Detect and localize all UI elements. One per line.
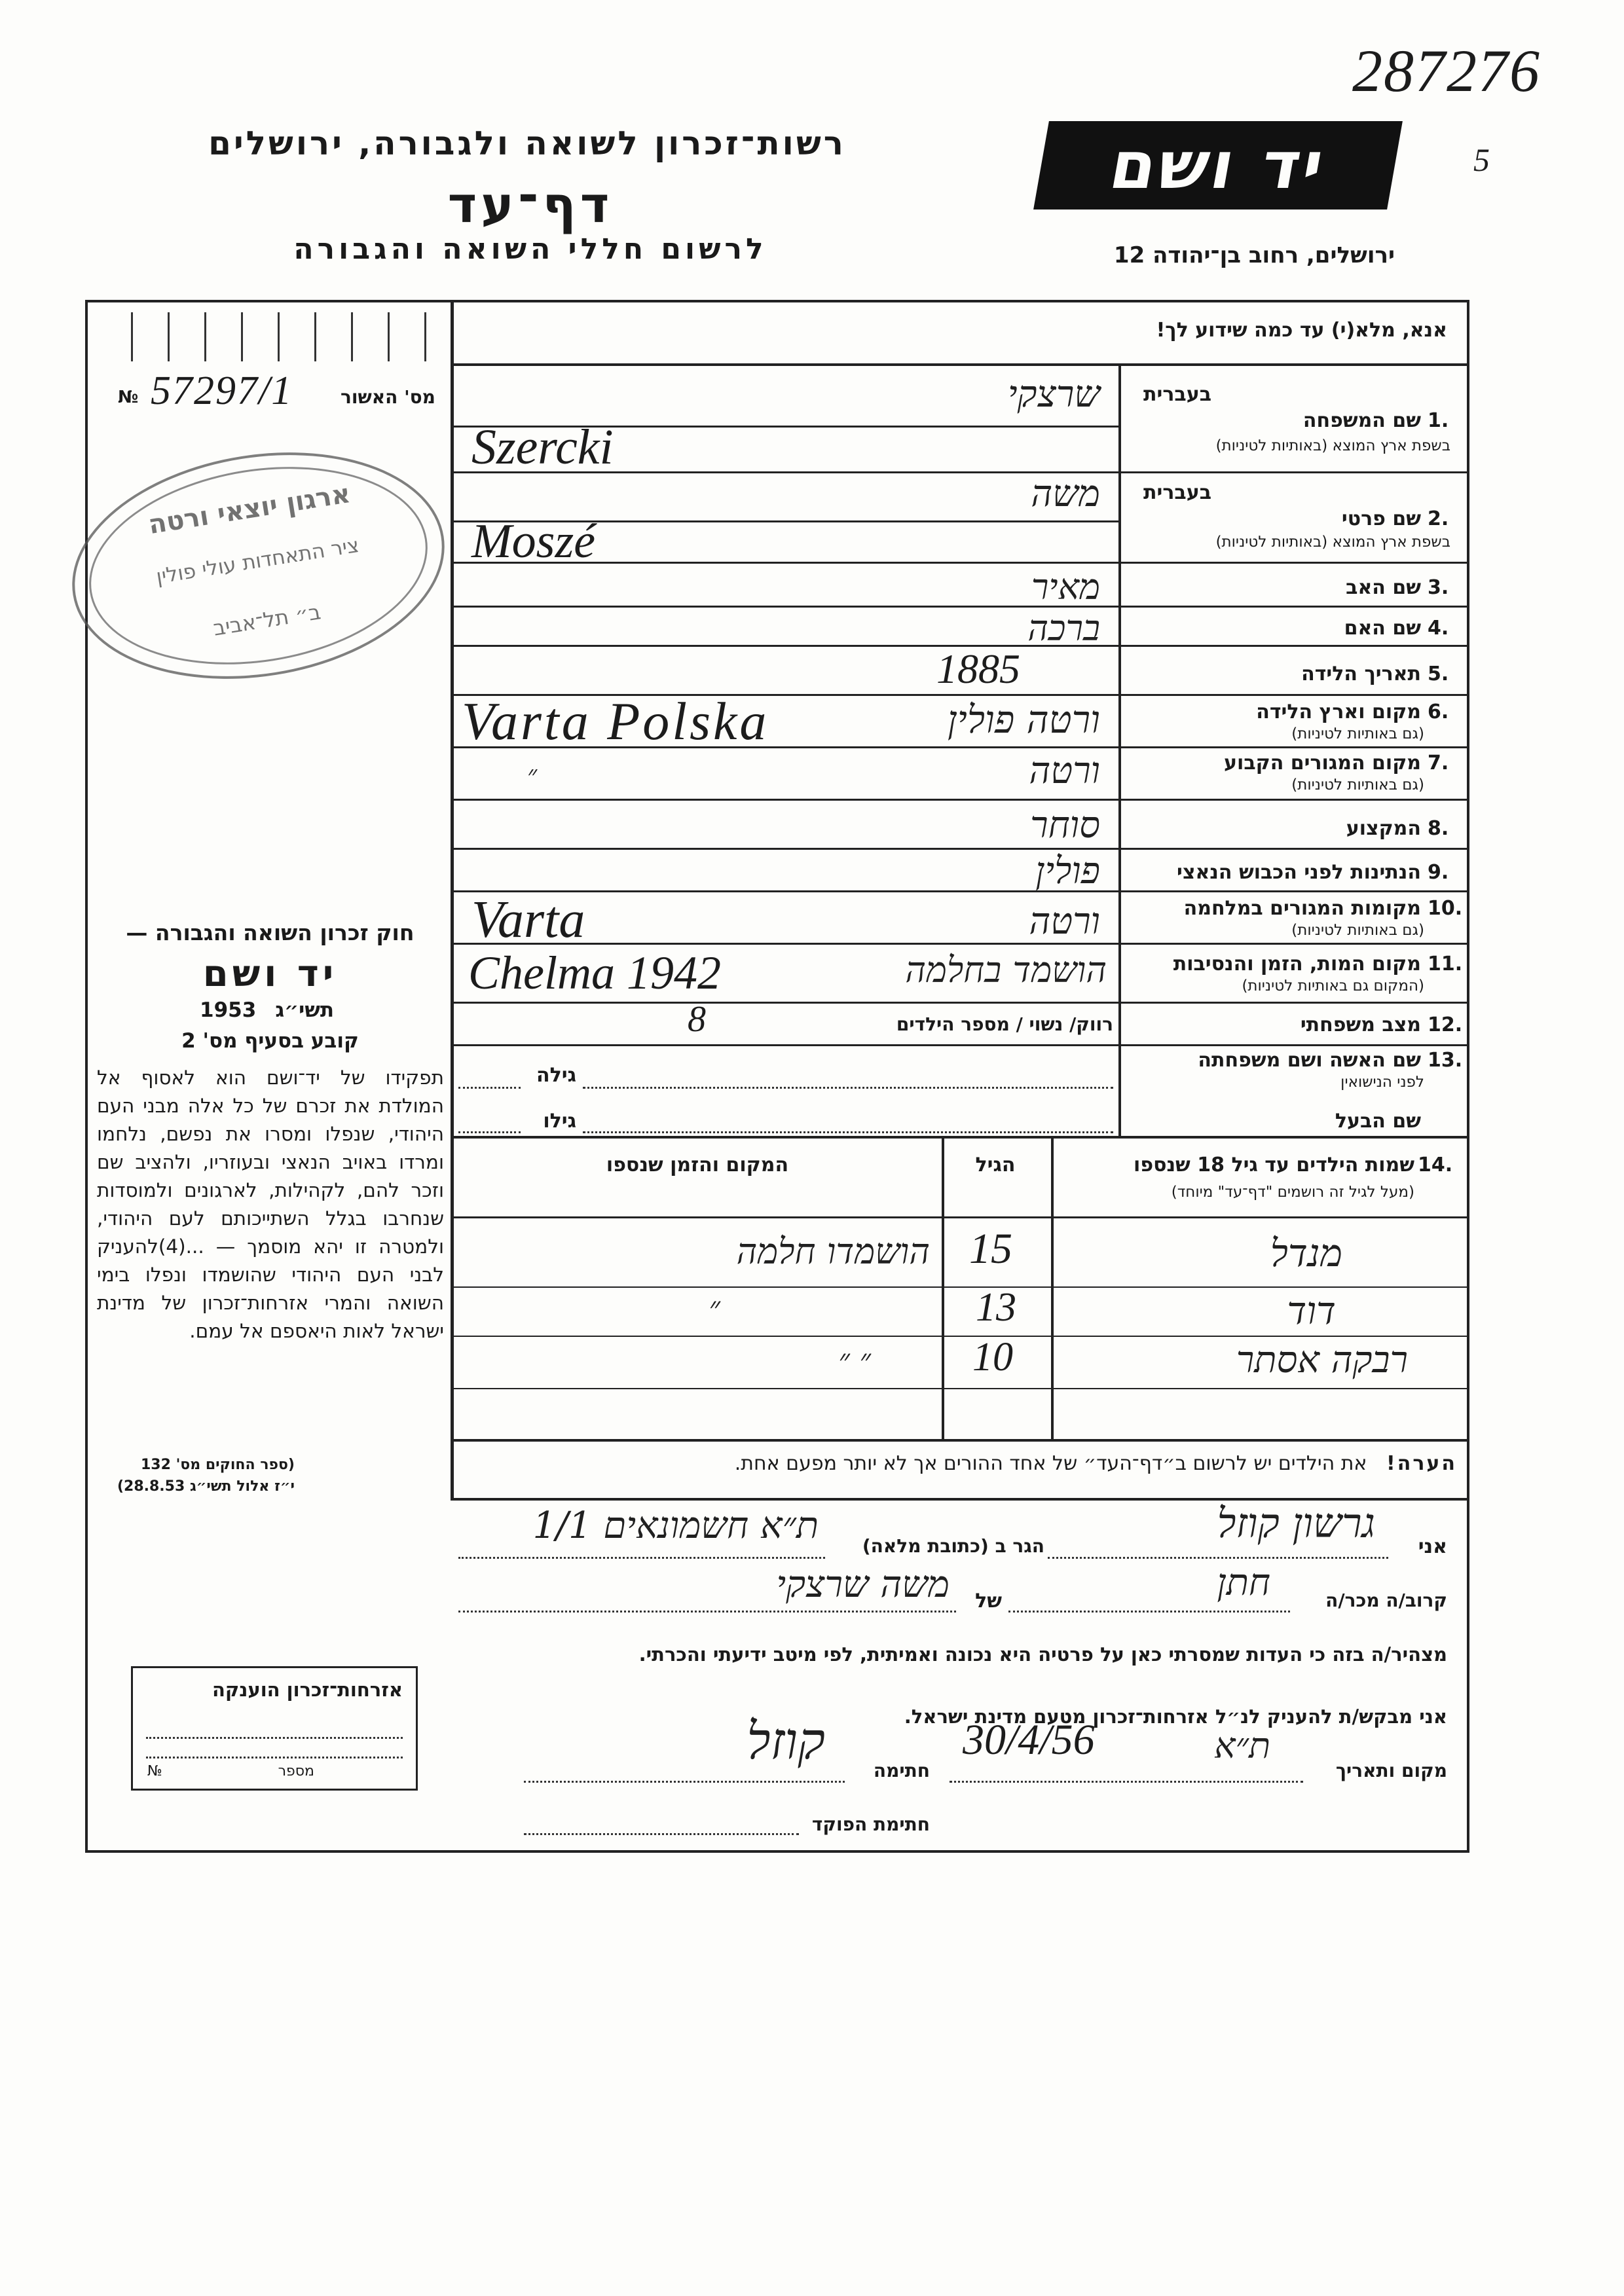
law-source-2: י״ז אלול תשי״ג 28.8.53) (117, 1478, 295, 1495)
children-place-header: המקום והזמן שנספו (606, 1154, 789, 1176)
husband-age-label: גילו (543, 1110, 576, 1133)
field-10-num: 10. (1428, 897, 1463, 920)
field-1-in-hebrew: בעברית (1143, 383, 1211, 406)
declarant-signature: קוזל (747, 1712, 825, 1771)
children-col-divider-1 (942, 1136, 944, 1440)
death-place-latin: Chelma 1942 (468, 947, 721, 999)
birth-place-latin: Varta Polska (462, 691, 769, 751)
field-2-in-hebrew: בעברית (1143, 481, 1211, 504)
children-sub: (מעל לגיל זה רושמים "דף־עד" מיוחד) (1171, 1184, 1414, 1201)
note-label: הערה! (1386, 1452, 1457, 1475)
signature-line (524, 1781, 845, 1783)
of-name: משה שרצקי (776, 1563, 950, 1606)
declarant-address: ת״א חשמונאים 1/1 (532, 1504, 819, 1547)
field-11-label: מקום המות, הזמן והנסיבות (1173, 953, 1421, 975)
children-row-rule (451, 1388, 1467, 1389)
law-text: תפקידו של יד־ושם הוא לאסוף אל המולדת את זכרם של כל אלה מבני העם היהודי, שנפלו ומסרו את נפשם, נלחמו ומרדו באויב הנאצי ובעוזריו, ולהציב שם וזכר להם, לקהילות, לארגונים ולמוסדות שנחרבו בגלל השתייכותם לעם היהודי, ולמטרה זו יהא מוסמך — ...(4)להעניק לבני העם היהודי שהושמדו ונפלו בימי השואה והמרי אזרחות־זכרון של מדינת ישראל לאות היאספם אל עמם. (97, 1066, 444, 1342)
row-separator (451, 1044, 1467, 1046)
note-box (458, 1452, 1457, 1475)
child-age: 13 (976, 1285, 1016, 1330)
approval-label: מס' האשור (341, 386, 435, 408)
first-name-latin: Moszé (471, 515, 596, 568)
of-label: של (975, 1590, 1002, 1613)
form-instruction: אנא, מלא(י) עד כמה שידוע לך! (1156, 319, 1447, 342)
field-7-sub: (גם באותיות לטיניות) (1291, 776, 1424, 793)
address-line: ירושלים, רחוב בן־יהודה 12 (1113, 242, 1395, 268)
wife-age-label: גילה (536, 1064, 576, 1087)
first-name-hebrew: משה (1031, 473, 1100, 515)
child-place: ״ ״ (838, 1342, 871, 1377)
field-7-num: 7. (1428, 752, 1449, 774)
field-12-label: מצב משפחתי (1300, 1013, 1421, 1036)
mother-name: ברכה (1027, 608, 1100, 649)
date-value: 30/4/56 (963, 1716, 1095, 1764)
law-name: יד ושם (202, 953, 338, 995)
children-count: 8 (688, 999, 706, 1040)
citizenship-line-2 (146, 1757, 403, 1758)
corner-mark: 5 (1473, 141, 1490, 178)
law-year: 1953 (200, 998, 257, 1022)
law-clause: קובע בסעיף מס' 2 (181, 1029, 359, 1053)
signature-label: חתימה (873, 1760, 930, 1781)
birth-date: 1885 (936, 646, 1020, 692)
address-line (458, 1557, 825, 1559)
field-5-label: תאריך הלידה (1301, 663, 1421, 685)
field-14-num: 14. (1418, 1154, 1453, 1176)
field-2-sub: בשפת ארץ המוצא (באותיות לטיניות) (1215, 534, 1450, 551)
approval-no-mark: № (118, 388, 139, 407)
field-10-sub: (גם באותיות לטיניות) (1291, 922, 1424, 939)
citizenship-title: אזרחות־זכרון הוענקה (212, 1679, 403, 1701)
left-panel-divider (451, 300, 454, 1498)
field-6-sub: (גם באותיות לטיניות) (1291, 725, 1424, 742)
field-11-sub: (המקום גם באותיות לטיניות) (1242, 977, 1424, 994)
row-separator (451, 943, 1467, 945)
officer-signature-line (524, 1833, 799, 1835)
yad-vashem-logo: יד ושם (1033, 121, 1403, 210)
children-title: שמות הילדים עד גיל 18 שנספו (1134, 1154, 1414, 1176)
place-date-line (950, 1781, 1303, 1783)
row-separator (451, 1136, 1467, 1139)
children-row-rule (451, 1336, 1467, 1337)
residence-hebrew: ורטה (1029, 750, 1100, 792)
resides-label: הגר ב (כתובת מלאה) (862, 1535, 1044, 1557)
citizenship-number-label: מספר (278, 1763, 314, 1779)
stamp-text-bottom: ב״ תל־אביב (211, 599, 323, 641)
instruction-rule (451, 363, 1467, 366)
declarant-name: גרשון קוזל (1217, 1499, 1375, 1547)
children-header-rule (451, 1216, 1467, 1218)
death-place-hebrew: הושמד בחלמה (905, 949, 1107, 991)
field-3-label: שם האב (1346, 576, 1421, 599)
row-separator (451, 562, 1467, 564)
place-date-label: מקום ותאריך (1335, 1760, 1447, 1781)
children-row-rule (451, 1286, 1467, 1288)
relation-line (1008, 1611, 1290, 1613)
field-6-label: מקום וארץ הלידה (1256, 701, 1421, 723)
field-3-num: 3. (1428, 576, 1449, 599)
field-13-label: שם האשה ושם משפחתה (1198, 1049, 1421, 1072)
field-13-num: 13. (1428, 1049, 1463, 1072)
authority-line: רשות־זכרון לשואה ולגבורה, ירושלים (208, 124, 846, 162)
field-2-num: 2. (1428, 507, 1449, 530)
residence-ditto: ״ (527, 760, 538, 790)
wartime-residence-hebrew: ורטה (1029, 900, 1100, 943)
field-9-label: הנתינות לפני הכבוש הנאצי (1177, 861, 1421, 884)
field-8-label: המקצוע (1346, 817, 1421, 840)
family-name-latin: Szercki (471, 420, 614, 475)
child-place: הושמדו חלמה (736, 1231, 930, 1272)
field-11-num: 11. (1428, 953, 1463, 975)
stamp-text-outer: ארגון יוצאי ורטה (146, 478, 353, 541)
field-5-num: 5. (1428, 663, 1449, 685)
place-value: ת״א (1214, 1725, 1270, 1766)
approval-number: 57297/1 (151, 369, 293, 413)
field-4-num: 4. (1428, 617, 1449, 640)
field-10-label: מקומות המגורים במלחמה (1183, 897, 1421, 920)
citizenship-box (131, 1666, 418, 1791)
declarant-line (1048, 1557, 1388, 1559)
of-name-line (458, 1611, 956, 1613)
stamp-text-inner: ציר התאחדות עולי פולין (155, 533, 361, 589)
children-bottom-rule (451, 1439, 1467, 1442)
citizenship-no-mark: № (147, 1763, 162, 1779)
birth-place-hebrew: ורטה פולין (947, 697, 1100, 742)
family-name-hebrew: שרצקי (1007, 373, 1100, 416)
child-name: רבקה אסתר (1236, 1339, 1408, 1381)
relative-label: קרוב/ה מכר/ה (1325, 1590, 1447, 1611)
relation-value: חתן (1217, 1561, 1270, 1604)
field-12-num: 12. (1428, 1013, 1463, 1036)
field-9-num: 9. (1428, 861, 1449, 884)
profession: סוחר (1030, 804, 1100, 847)
marital-options: רווק/ נשוי / מספר הילדים (896, 1013, 1113, 1035)
row-separator (451, 1002, 1467, 1004)
child-age: 10 (972, 1335, 1013, 1379)
label-column-divider (1118, 365, 1121, 1136)
officer-signature-label: חתימת הפוקד (811, 1813, 930, 1835)
field-1-sub: בשפת ארץ המוצא (באותיות לטיניות) (1215, 437, 1450, 454)
wife-age-line (458, 1087, 521, 1089)
wife-name-line (583, 1087, 1113, 1089)
child-name: דוד (1287, 1288, 1336, 1333)
form-subtitle: לרשום חללי השואה והגבורה (293, 232, 767, 266)
law-source-1: (ספר החוקים מס' 132 (140, 1457, 295, 1473)
husband-name-line (583, 1131, 1113, 1133)
field-4-label: שם האם (1344, 617, 1421, 640)
note-text: את הילדים יש לרשום ב״דף־העד״ של אחד ההורים אך לא יותר מפעם אחת. (734, 1452, 1367, 1475)
child-age: 15 (969, 1225, 1012, 1273)
field-1-label: שם המשפחה (1302, 409, 1421, 432)
declaration-statement: מצהיר/ה בזה כי העדות שמסרתי כאן על פרטיה היא נכונה ואמיתית, לפי מיטב ידיעתי והכרתי. (638, 1643, 1447, 1666)
child-name: מנדל (1270, 1231, 1342, 1275)
citizenship-line-1 (146, 1737, 403, 1739)
wartime-residence-latin: Varta (471, 891, 585, 949)
form-title: דף־עד (447, 175, 614, 234)
field-1-num: 1. (1428, 409, 1449, 432)
row-separator (451, 799, 1467, 801)
father-name: מאיר (1031, 566, 1100, 608)
nationality: פולין (1035, 850, 1100, 892)
page-number: 287276 (1352, 37, 1541, 104)
approval-boxes (88, 304, 449, 365)
declaration-request: אני מבקש/ת להעניק לנ״ל אזרחות־זכרון מטעם מדינת ישראל. (904, 1705, 1447, 1728)
law-title: חוק זכרון השואה והגבורה — (126, 920, 415, 945)
field-7-label: מקום המגורים הקבוע (1224, 752, 1421, 774)
field-13-sub: לפני הנישואין (1340, 1074, 1424, 1091)
husband-label: שם הבעל (1335, 1110, 1421, 1133)
declaration-ani: אני (1418, 1535, 1447, 1558)
field-2-label: שם פרטי (1341, 507, 1421, 530)
husband-age-line (458, 1131, 521, 1133)
children-col-divider-2 (1051, 1136, 1054, 1440)
child-place: ״ (709, 1290, 720, 1325)
law-year-hebrew: תשי״ג (275, 998, 334, 1022)
field-6-num: 6. (1428, 701, 1449, 723)
field-8-num: 8. (1428, 817, 1449, 840)
children-age-header: הגיל (975, 1154, 1016, 1176)
